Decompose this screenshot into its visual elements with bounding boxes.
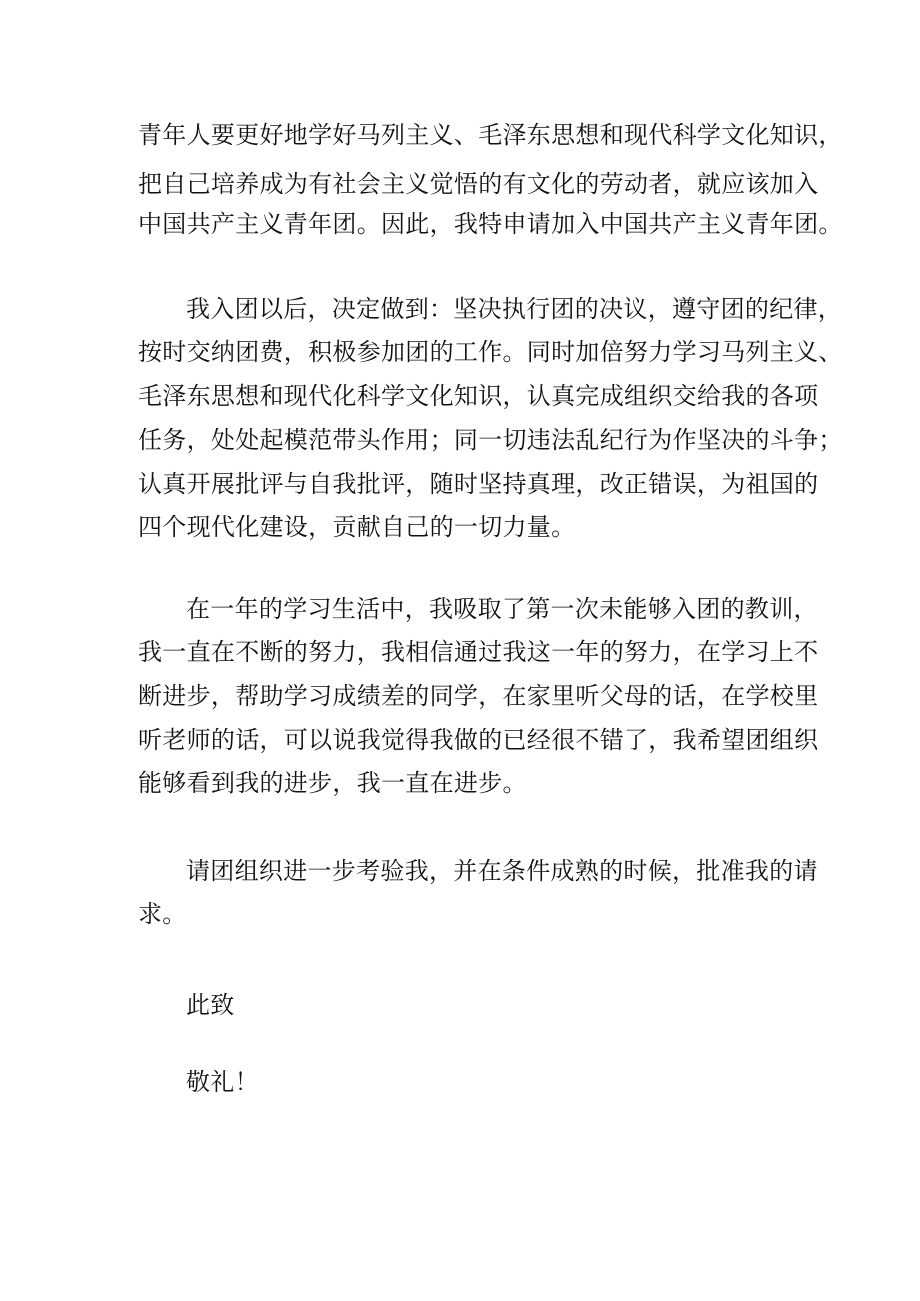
paragraph-1-line-1: 青年人要更好地学好马列主义、毛泽东思想和现代科学文化知识，	[138, 121, 843, 149]
paragraph-2-line-6: 四个现代化建设，贡献自己的一切力量。	[138, 513, 576, 541]
paragraph-4-line-2: 求。	[138, 900, 187, 928]
closing-salutation: 此致	[186, 991, 235, 1019]
paragraph-2-line-2: 按时交纳团费，积极参加团的工作。同时加倍努力学习马列主义、	[138, 338, 843, 366]
paragraph-3-line-2: 我一直在不断的努力，我相信通过我这一年的努力，在学习上不	[138, 638, 819, 666]
closing-regards: 敬礼！	[186, 1068, 259, 1096]
paragraph-2-line-5: 认真开展批评与自我批评，随时坚持真理，改正错误，为祖国的	[138, 470, 819, 498]
paragraph-2-line-3: 毛泽东思想和现代化科学文化知识，认真完成组织交给我的各项	[138, 382, 819, 410]
paragraph-3-line-5: 能够看到我的进步，我一直在进步。	[138, 769, 527, 797]
paragraph-3-line-3: 断进步，帮助学习成绩差的同学，在家里听父母的话，在学校里	[138, 682, 819, 710]
paragraph-4-line-1: 请团组织进一步考验我，并在条件成熟的时候，批准我的请	[186, 857, 818, 885]
paragraph-1-line-3: 中国共产主义青年团。因此，我特申请加入中国共产主义青年团。	[138, 210, 843, 238]
paragraph-2-line-1: 我入团以后，决定做到：坚决执行团的决议，遵守团的纪律，	[186, 295, 843, 323]
paragraph-1-line-2: 把自己培养成为有社会主义觉悟的有文化的劳动者，就应该加入	[138, 170, 819, 198]
paragraph-2-line-4: 任务，处处起模范带头作用；同一切违法乱纪行为作坚决的斗争；	[138, 426, 843, 454]
paragraph-3-line-4: 听老师的话，可以说我觉得我做的已经很不错了，我希望团组织	[138, 726, 819, 754]
paragraph-3-line-1: 在一年的学习生活中，我吸取了第一次未能够入团的教训，	[186, 595, 818, 623]
